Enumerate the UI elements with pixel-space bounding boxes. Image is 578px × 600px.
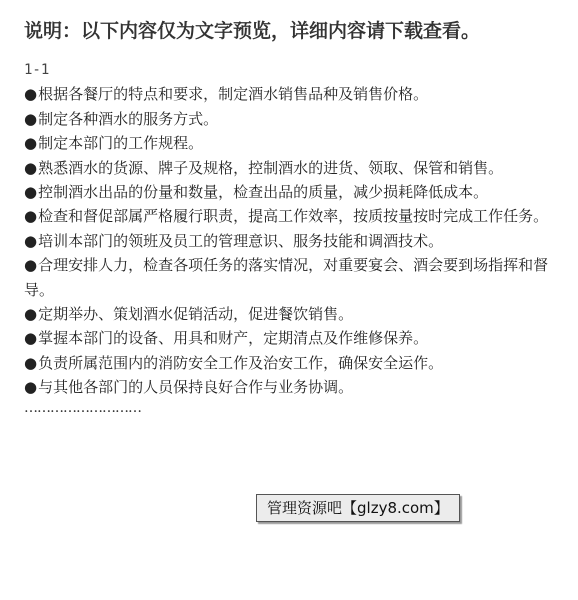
duty-list — [24, 82, 549, 399]
list-item — [24, 204, 549, 228]
list-item-text: 制定本部门的工作规程。 — [38, 134, 204, 153]
bullet-icon: ● — [24, 305, 38, 324]
list-item — [24, 375, 549, 399]
bullet-icon: ● — [24, 207, 38, 226]
list-item-text: 掌握本部门的设备、用具和财产，定期清点及作维修保养。 — [38, 329, 429, 348]
bullet-icon: ● — [24, 158, 38, 177]
list-item — [24, 253, 549, 302]
list-item-text: 合理安排人力，检查各项任务的落实情况，对重要宴会、酒会要到场指挥和督导。 — [24, 256, 549, 299]
bullet-icon: ● — [24, 378, 38, 397]
bullet-icon: ● — [24, 329, 38, 348]
list-item-text: 定期举办、策划酒水促销活动，促进餐饮销售。 — [38, 305, 354, 324]
bullet-icon: ● — [24, 353, 38, 372]
list-item-text: 制定各种酒水的服务方式。 — [38, 109, 219, 128]
document-body — [24, 58, 549, 416]
list-item-text: 熟悉酒水的货源、牌子及规格，控制酒水的进货、领取、保管和销售。 — [38, 158, 504, 177]
truncation-ellipsis: ……………………… — [24, 399, 141, 416]
bullet-icon: ● — [24, 231, 38, 250]
list-item-text: 控制酒水出品的份量和数量，检查出品的质量，减少损耗降低成本。 — [38, 183, 489, 202]
list-item — [24, 131, 549, 155]
list-item — [24, 180, 549, 204]
list-item — [24, 156, 549, 180]
list-item — [24, 326, 549, 350]
bullet-icon: ● — [24, 256, 38, 275]
list-item-text: 培训本部门的领班及员工的管理意识、服务技能和调酒技术。 — [38, 231, 444, 250]
bullet-icon: ● — [24, 109, 38, 128]
list-item-text: 负责所属范围内的消防安全工作及治安工作，确保安全运作。 — [38, 353, 444, 372]
bullet-icon: ● — [24, 134, 38, 153]
list-item-text: 与其他各部门的人员保持良好合作与业务协调。 — [38, 378, 354, 397]
section-number: 1-1 — [24, 62, 50, 78]
list-item — [24, 107, 549, 131]
list-item-text: 检查和督促部属严格履行职责，提高工作效率，按质按量按时完成工作任务。 — [38, 207, 549, 226]
site-watermark-badge: 管理资源吧【glzy8.com】 — [256, 494, 460, 522]
list-item — [24, 302, 549, 326]
list-item-text: 根据各餐厅的特点和要求，制定酒水销售品种及销售价格。 — [38, 85, 429, 104]
bullet-icon: ● — [24, 183, 38, 202]
bullet-icon: ● — [24, 85, 38, 104]
preview-notice: 说明：以下内容仅为文字预览，详细内容请下载查看。 — [24, 20, 481, 42]
list-item — [24, 82, 549, 106]
list-item — [24, 229, 549, 253]
list-item — [24, 351, 549, 375]
